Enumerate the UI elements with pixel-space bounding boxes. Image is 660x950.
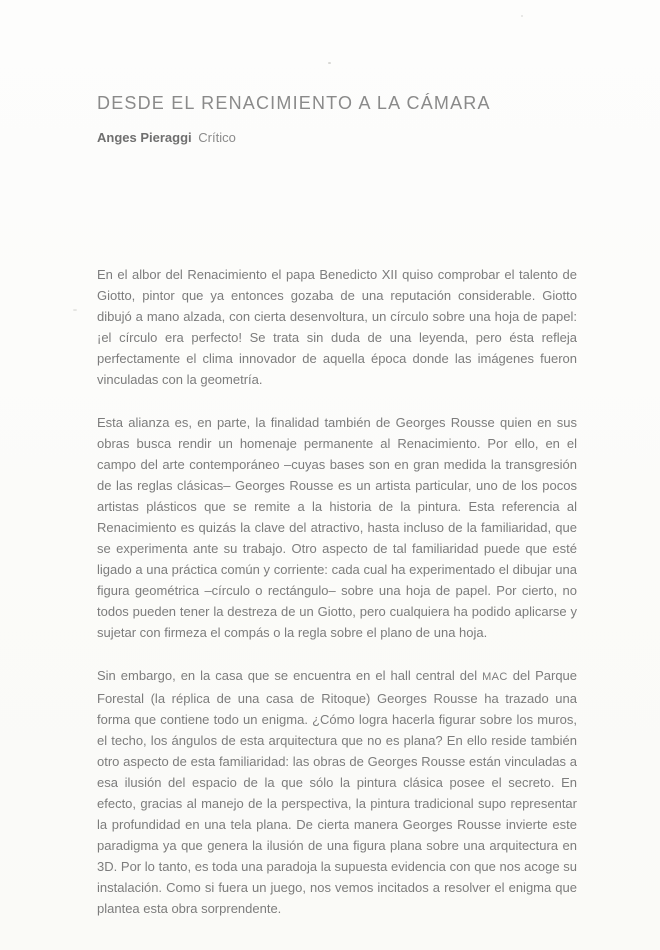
scan-speck xyxy=(521,15,523,17)
article xyxy=(97,93,577,941)
author-role: Crítico xyxy=(198,130,236,145)
paragraph: En el albor del Renacimiento el papa Benedicto XII quiso comprobar el talento de Giotto, pintor que ya entonces gozaba de una reputación considerable. Giotto dibujó a mano alzada, con cierta desenvoltura, un círculo sobre una hoja de papel: ¡el círculo era perfecto! Se trata sin duda de una leyenda, pero ésta refleja perfectamente el clima innovador de aquella época donde las imágenes fueron vinculadas con la geometría. xyxy=(97,267,577,387)
author-name: Anges Pieraggi xyxy=(97,130,192,145)
article-body xyxy=(97,264,577,919)
scan-speck xyxy=(73,309,77,311)
smallcaps-term: MAC xyxy=(482,671,508,683)
byline xyxy=(97,130,577,145)
paragraph: Esta alianza es, en parte, la finalidad también de Georges Rousse quien en sus obras busca rendir un homenaje permanente al Renacimiento. Por ello, en el campo del arte contemporáneo –cuyas bases son en gran medida la transgresión de las reglas clásicas– Georges Rousse es un artista particular, uno de los pocos artistas plásticos que se remite a la historia de la pintura. Esta referencia al Renacimiento es quizás la clave del atractivo, hasta incluso de la familiaridad, que se experimenta ante su trabajo. Otro aspecto de tal familiaridad puede que esté ligado a una práctica común y corriente: cada cual ha experimentado el dibujar una figura geométrica –círculo o rectángulo– sobre una hoja de papel. Por cierto, no todos pueden tener la destreza de un Giotto, pero cualquiera ha podido aplicarse y sujetar con firmeza el compás o la regla sobre el plano de una hoja. xyxy=(97,415,577,640)
scan-speck xyxy=(328,62,331,64)
page-title: DESDE EL RENACIMIENTO A LA CÁMARA xyxy=(97,93,491,113)
paragraph: Sin embargo, en la casa que se encuentra en el hall central del MAC del Parque Forestal (la réplica de una casa de Ritoque) Georges Rousse ha trazado una forma que contiene todo un enigma. ¿Cómo logra hacerla figurar sobre los muros, el techo, los ángulos de esta arquitectura que no es plana? En ello reside también otro aspecto de esta familiaridad: las obras de Georges Rousse están vinculadas a esa ilusión del espacio de la que sólo la pintura clásica posee el secreto. En efecto, gracias al manejo de la perspectiva, la pintura tradicional supo representar la profundidad en una tela plana. De cierta manera Georges Rousse invierte este paradigma ya que genera la ilusión de una figura plana sobre una arquitectura en 3D. Por lo tanto, es toda una paradoja la supuesta evidencia con que nos acoge su instalación. Como si fuera un juego, nos vemos incitados a resolver el enigma que plantea esta obra sorprendente. xyxy=(97,668,578,916)
